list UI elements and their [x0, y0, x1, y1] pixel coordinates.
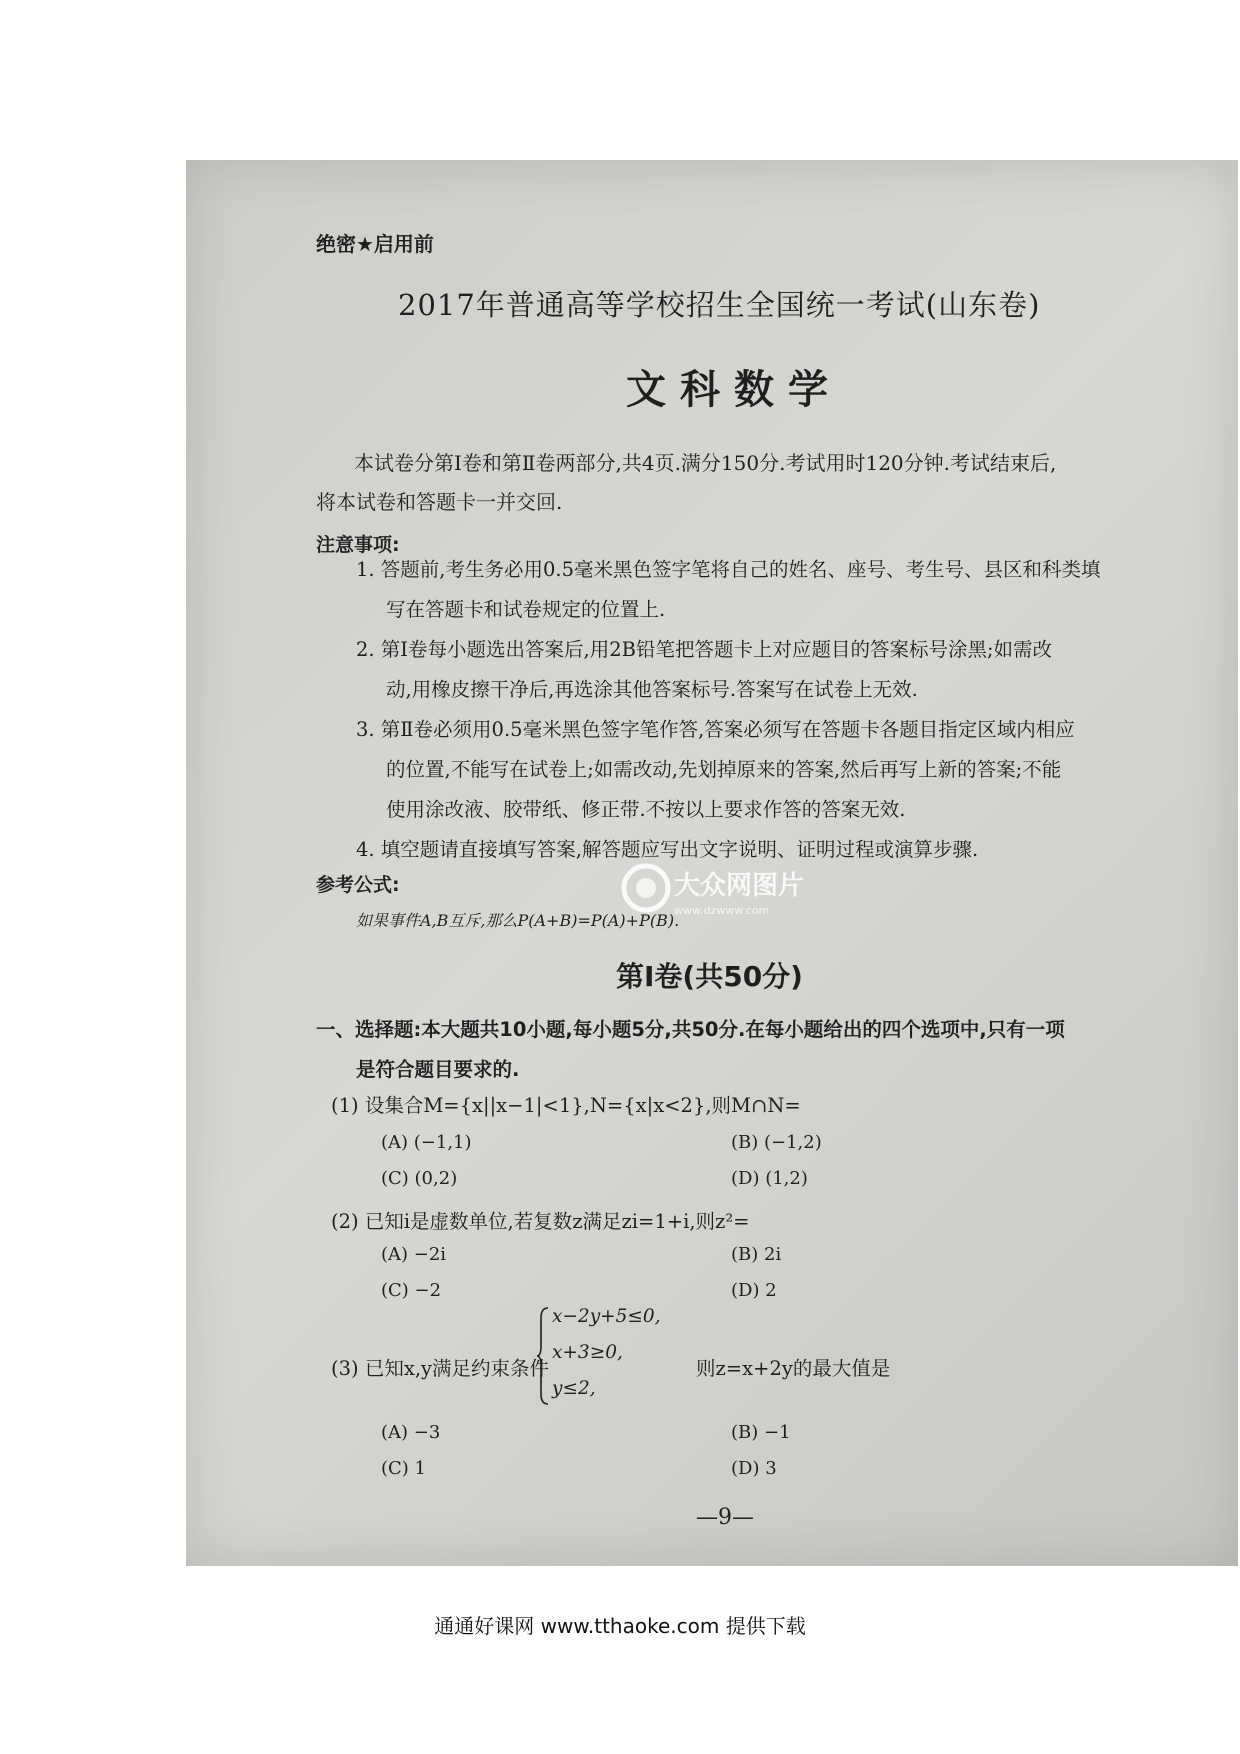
- page-number: —9—: [696, 1505, 754, 1530]
- note-line: 的位置,不能写在试卷上;如需改动,先划掉原来的答案,然后再写上新的答案;不能: [386, 758, 1062, 781]
- subject-title: 文科数学: [626, 367, 842, 413]
- constraint-3: y≤2,: [552, 1378, 596, 1399]
- watermark-logo: [616, 850, 806, 930]
- note-line: 写在答题卡和试卷规定的位置上.: [386, 598, 666, 621]
- reference-heading: 参考公式:: [316, 874, 400, 896]
- q3-option-a: (A) −3: [381, 1422, 441, 1443]
- note-line: 动,用橡皮擦干净后,再选涂其他答案标号.答案写在试卷上无效.: [386, 678, 918, 701]
- svg-text:www.dzwww.com: www.dzwww.com: [674, 904, 770, 917]
- volume-title: 第Ⅰ卷(共50分): [616, 960, 803, 993]
- question-2-stem: (2) 已知i是虚数单位,若复数z满足zi=1+i,则z²=: [331, 1210, 750, 1233]
- q2-option-d: (D) 2: [731, 1280, 777, 1301]
- exam-title: 2017年普通高等学校招生全国统一考试(山东卷): [398, 288, 1041, 322]
- q3-option-b: (B) −1: [731, 1422, 791, 1443]
- q2-option-a: (A) −2i: [381, 1244, 447, 1265]
- question-3-target: 则z=x+2y的最大值是: [696, 1357, 891, 1380]
- note-line: 4. 填空题请直接填写答案,解答题应写出文字说明、证明过程或演算步骤.: [356, 838, 979, 861]
- question-1-stem: (1) 设集合M={x||x−1|<1},N={x|x<2},则M∩N=: [331, 1094, 801, 1117]
- section-heading: [316, 1010, 1065, 1090]
- intro-line-2: 将本试卷和答题卡一并交回.: [316, 490, 563, 514]
- note-line: 2. 第Ⅰ卷每小题选出答案后,用2B铅笔把答题卡上对应题目的答案标号涂黑;如需改: [356, 638, 1053, 661]
- question-3-stem: (3) 已知x,y满足约束条件: [331, 1357, 550, 1380]
- constraint-1: x−2y+5≤0,: [552, 1306, 661, 1327]
- note-item: [356, 550, 1101, 630]
- notes-heading: 注意事项:: [316, 534, 400, 556]
- exam-photo: [186, 160, 1238, 1566]
- note-item: [356, 710, 1075, 830]
- note-line: 3. 第Ⅱ卷必须用0.5毫米黑色签字笔作答,答案必须写在答题卡各题目指定区域内相应: [356, 718, 1075, 741]
- reference-formula: 如果事件A,B互斥,那么P(A+B)=P(A)+P(B).: [356, 911, 680, 930]
- secret-label: 绝密★启用前: [316, 232, 434, 256]
- q1-option-b: (B) (−1,2): [731, 1132, 822, 1153]
- q3-option-d: (D) 3: [731, 1458, 777, 1479]
- note-line: 1. 答题前,考生务必用0.5毫米黑色签字笔将自己的姓名、座号、考生号、县区和科类填: [356, 558, 1101, 581]
- download-footer: 通通好课网 www.tthaoke.com 提供下载: [434, 1614, 806, 1638]
- section-line: 是符合题目要求的.: [356, 1058, 520, 1081]
- brace-symbol: [536, 1306, 550, 1406]
- q1-option-d: (D) (1,2): [731, 1168, 808, 1189]
- note-line: 使用涂改液、胶带纸、修正带.不按以上要求作答的答案无效.: [386, 798, 906, 821]
- q1-option-a: (A) (−1,1): [381, 1132, 472, 1153]
- q2-option-b: (B) 2i: [731, 1244, 782, 1265]
- intro-line-1: 本试卷分第Ⅰ卷和第Ⅱ卷两部分,共4页.满分150分.考试用时120分钟.考试结束后,: [354, 451, 1057, 475]
- section-line: 一、选择题:本大题共10小题,每小题5分,共50分.在每小题给出的四个选项中,只有一项: [316, 1018, 1065, 1041]
- q1-option-c: (C) (0,2): [381, 1168, 458, 1189]
- q3-option-c: (C) 1: [381, 1458, 426, 1479]
- constraint-system: [536, 1306, 706, 1414]
- note-item: [356, 630, 1052, 710]
- q2-option-c: (C) −2: [381, 1280, 442, 1301]
- svg-text:大众网图片: 大众网图片: [674, 871, 805, 901]
- constraint-2: x+3≥0,: [552, 1342, 623, 1363]
